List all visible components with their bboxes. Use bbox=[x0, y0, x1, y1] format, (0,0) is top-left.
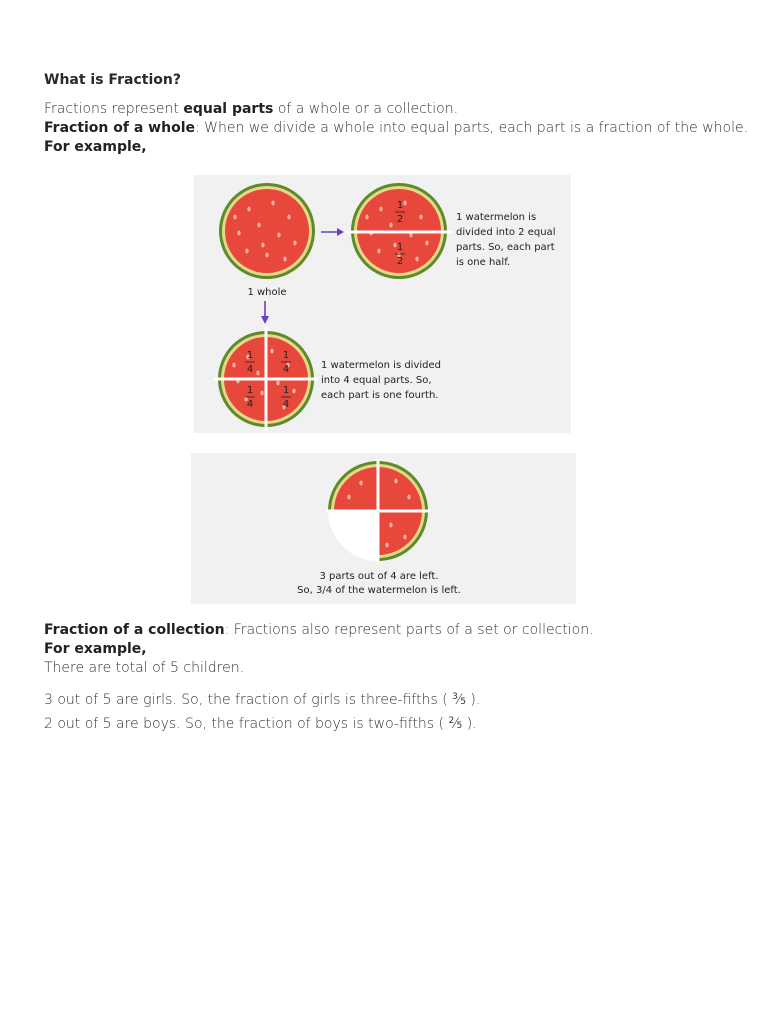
figure-caption bbox=[297, 571, 461, 596]
text-line: into 4 equal parts. So, bbox=[321, 375, 432, 386]
girls-fraction-line: 3 out of 5 are girls. So, the fraction of girls is three-fifths ( $^3$⁄5 ). bbox=[44, 692, 481, 708]
denominator: 4 bbox=[246, 399, 254, 410]
half-description bbox=[456, 212, 555, 268]
denominator: 4 bbox=[282, 399, 290, 410]
example-label bbox=[44, 138, 734, 157]
page-title: What is Fraction? bbox=[44, 72, 181, 88]
whole-watermelon bbox=[219, 183, 315, 279]
numerator: 1 bbox=[282, 350, 290, 361]
collection-section bbox=[44, 621, 734, 736]
arrow-down-icon bbox=[261, 301, 269, 324]
text: : Fractions also represent parts of a set or collection. bbox=[224, 622, 594, 638]
denominator: 5 bbox=[460, 697, 466, 707]
text-line: each part is one fourth. bbox=[321, 390, 439, 401]
caption-line: So, 3/4 of the watermelon is left. bbox=[297, 585, 461, 596]
numerator: 1 bbox=[282, 385, 290, 396]
children-total-line: There are total of 5 children. bbox=[44, 660, 245, 676]
quarter-description bbox=[321, 360, 441, 401]
text-line: is one half. bbox=[456, 257, 511, 268]
denominator: 4 bbox=[282, 364, 290, 375]
text: ). bbox=[462, 716, 477, 732]
numerator: 1 bbox=[246, 350, 254, 361]
numerator: 3 bbox=[452, 692, 458, 702]
quartered-watermelon bbox=[214, 327, 318, 431]
text-line: divided into 2 equal bbox=[456, 227, 556, 238]
watermelon-illustration bbox=[194, 175, 571, 433]
numerator: 1 bbox=[396, 200, 404, 211]
three-fourths-figure bbox=[191, 453, 576, 604]
collection-definition-line bbox=[44, 621, 734, 640]
text: ). bbox=[465, 692, 481, 708]
denominator: 5 bbox=[456, 721, 463, 731]
term: Fraction of a collection bbox=[44, 622, 225, 638]
text: 3 out of 5 are girls. So, the fraction of girls is three-fifths ( bbox=[44, 692, 453, 708]
numerator: 1 bbox=[246, 385, 254, 396]
emphasis: For example, bbox=[44, 139, 147, 155]
denominator: 4 bbox=[246, 364, 254, 375]
emphasis: equal parts bbox=[183, 101, 274, 117]
text-line: 1 watermelon is bbox=[456, 212, 537, 223]
whole-fraction-figure bbox=[194, 175, 571, 433]
text: Fractions represent bbox=[44, 101, 184, 117]
arrow-right-icon bbox=[321, 228, 344, 236]
boys-fraction-line: 2 out of 5 are boys. So, the fraction of boys is two-fifths ( $^2$⁄5 ). bbox=[44, 716, 477, 732]
numerator: 2 bbox=[448, 716, 455, 726]
example-label bbox=[44, 640, 734, 659]
numerator: 1 bbox=[396, 242, 404, 253]
denominator: 2 bbox=[396, 214, 404, 225]
text: of a whole or a collection. bbox=[273, 101, 459, 117]
whole-label: 1 whole bbox=[247, 287, 287, 298]
text-line: 1 watermelon is divided bbox=[321, 360, 441, 371]
three-quarter-watermelon bbox=[191, 453, 576, 604]
whole-definition-line bbox=[44, 119, 749, 138]
definition-line bbox=[44, 100, 734, 119]
content bbox=[44, 70, 749, 157]
term: Fraction of a whole bbox=[44, 120, 195, 136]
text: 2 out of 5 are boys. So, the fraction of boys is two-fifths ( bbox=[44, 716, 449, 732]
text-line: parts. So, each part bbox=[456, 242, 555, 253]
text: : When we divide a whole into equal parts, each part is a fraction of the whole. bbox=[195, 120, 749, 136]
caption-line: 3 parts out of 4 are left. bbox=[319, 571, 439, 582]
emphasis: For example, bbox=[44, 641, 147, 657]
denominator: 2 bbox=[396, 256, 404, 267]
